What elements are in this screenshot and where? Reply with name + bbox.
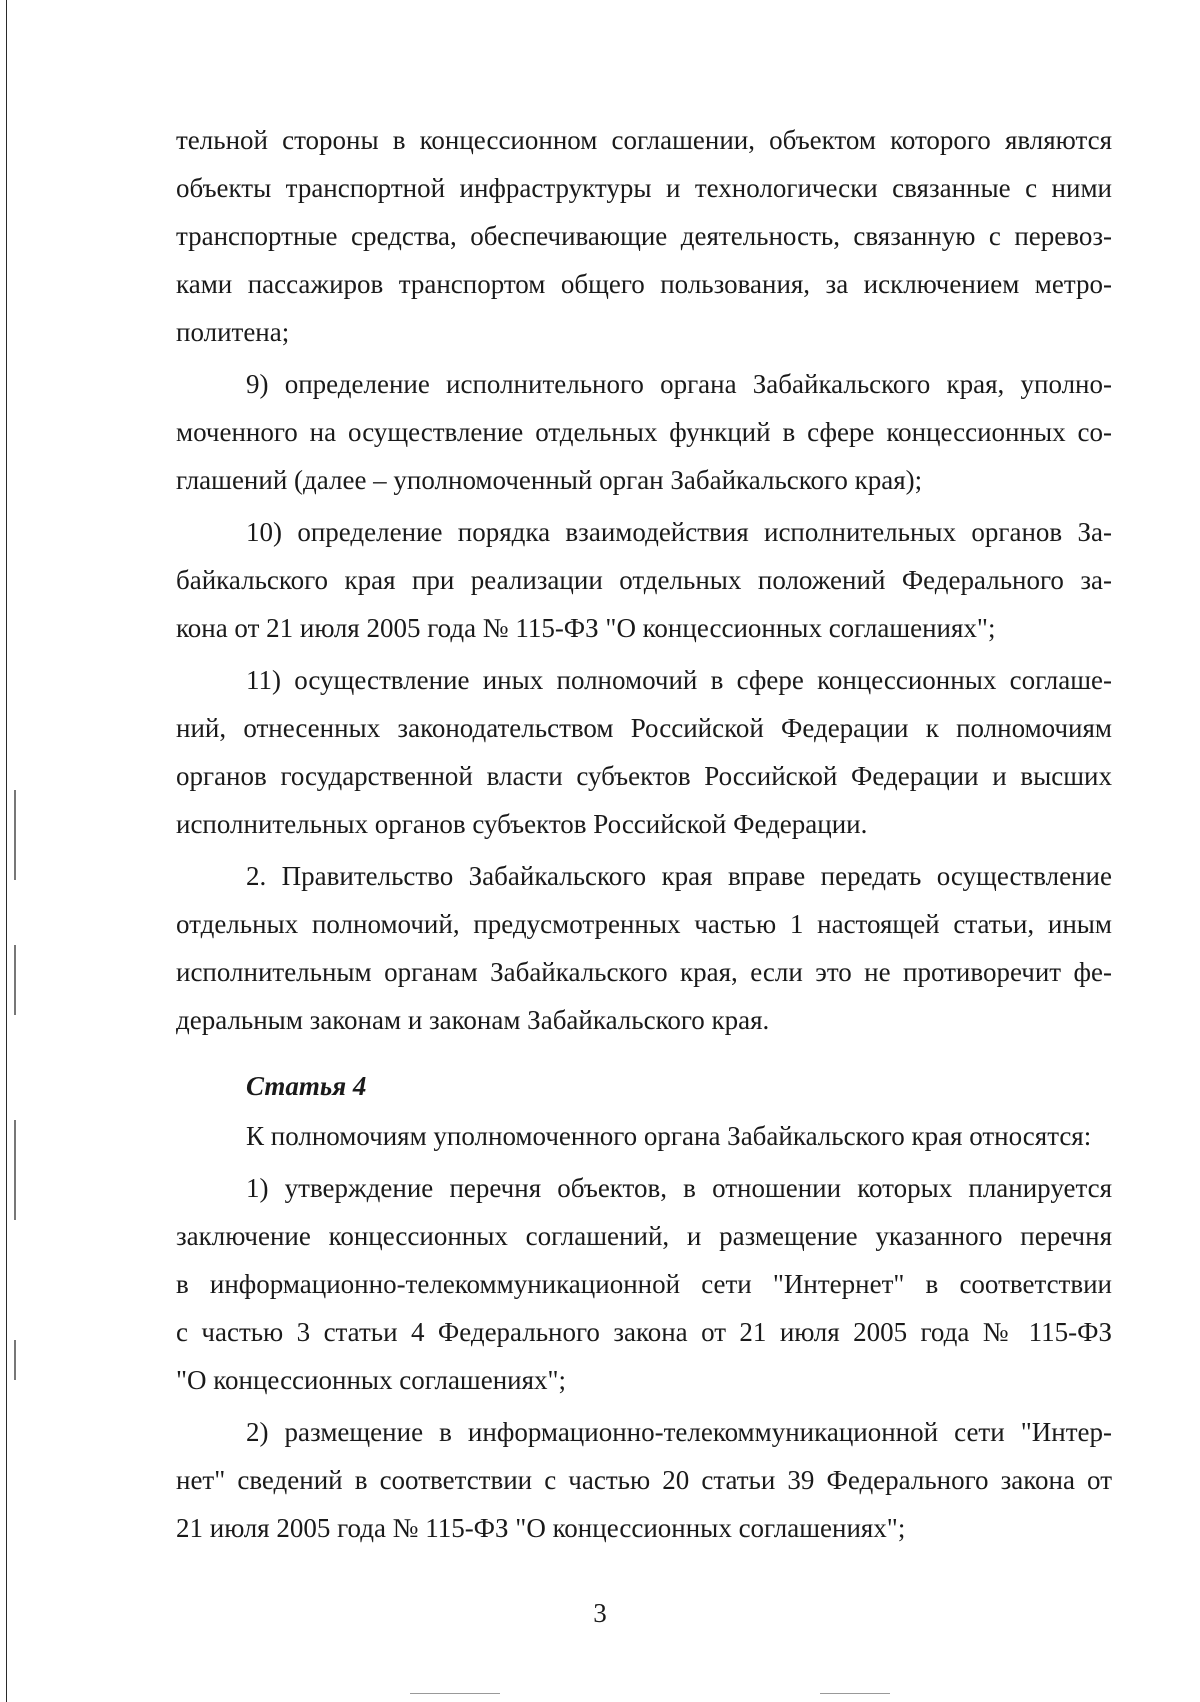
- paragraph: [176, 1164, 1112, 1404]
- text-line: байкальского края при реализации отдельных положений Федерального за-: [176, 565, 1112, 595]
- scan-artifact: [14, 1340, 16, 1380]
- article-3-continuation: [176, 116, 1112, 1048]
- document-body: [176, 116, 1112, 1556]
- paragraph-spacing: [176, 1044, 1112, 1048]
- paragraph: [176, 116, 1112, 356]
- text-line: транспортные средства, обеспечивающие деятельность, связанную с перевоз-: [176, 221, 1112, 251]
- paragraph: [176, 852, 1112, 1044]
- paragraph-spacing: [176, 1552, 1112, 1556]
- scan-artifact: [14, 790, 16, 880]
- text-line: органов государственной власти субъектов Российской Федерации и высших: [176, 761, 1112, 791]
- text-line: объекты транспортной инфраструктуры и технологически связанные с ними: [176, 173, 1112, 203]
- article-heading: Статья 4: [246, 1071, 367, 1101]
- text-line: 2. Правительство Забайкальского края вправе передать осуществление: [246, 861, 1112, 891]
- text-line: кона от 21 июля 2005 года № 115-ФЗ "О концессионных соглашениях";: [176, 613, 996, 643]
- scan-edge-line: [6, 0, 7, 1702]
- text-line: исполнительных органов субъектов Российской Федерации.: [176, 809, 868, 839]
- paragraph: [176, 360, 1112, 504]
- text-line: в информационно-телекоммуникационной сети "Интернет" в соответствии: [176, 1269, 1112, 1299]
- text-line: отдельных полномочий, предусмотренных частью 1 настоящей статьи, иным: [176, 909, 1112, 939]
- paragraph: [176, 508, 1112, 652]
- text-line: деральным законам и законам Забайкальского края.: [176, 1005, 770, 1035]
- text-line: с частью 3 статьи 4 Федерального закона от 21 июля 2005 года № 115-ФЗ: [176, 1317, 1112, 1347]
- paragraph: [176, 656, 1112, 848]
- text-line: К полномочиям уполномоченного органа Забайкальского края относятся:: [246, 1121, 1092, 1151]
- scan-artifact: [410, 1693, 500, 1694]
- paragraph: [176, 1408, 1112, 1552]
- article-4-body: [176, 1112, 1112, 1556]
- text-line: "О концессионных соглашениях";: [176, 1365, 567, 1395]
- text-line: глашений (далее – уполномоченный орган Забайкальского края);: [176, 465, 923, 495]
- text-line: 10) определение порядка взаимодействия исполнительных органов За-: [246, 517, 1112, 547]
- text-line: исполнительным органам Забайкальского края, если это не противоречит фе-: [176, 957, 1112, 987]
- text-line: ний, отнесенных законодательством Российской Федерации к полномочиям: [176, 713, 1112, 743]
- text-line: заключение концессионных соглашений, и размещение указанного перечня: [176, 1221, 1112, 1251]
- scan-artifact: [820, 1693, 890, 1694]
- page-number: 3: [593, 1598, 607, 1628]
- text-line: 2) размещение в информационно-телекоммуникационной сети "Интер-: [246, 1417, 1112, 1447]
- text-line: нет" сведений в соответствии с частью 20 статьи 39 Федерального закона от: [176, 1465, 1112, 1495]
- text-line: моченного на осуществление отдельных функций в сфере концессионных со-: [176, 417, 1112, 447]
- text-line: 21 июля 2005 года № 115-ФЗ "О концессионных соглашениях";: [176, 1513, 906, 1543]
- text-line: политена;: [176, 317, 290, 347]
- text-line: ками пассажиров транспортом общего пользования, за исключением метро-: [176, 269, 1112, 299]
- text-line: 9) определение исполнительного органа Забайкальского края, уполно-: [246, 369, 1112, 399]
- scan-artifact: [14, 945, 16, 1015]
- text-line: 1) утверждение перечня объектов, в отношении которых планируется: [246, 1173, 1112, 1203]
- scan-artifact: [14, 1120, 16, 1220]
- text-line: тельной стороны в концессионном соглашении, объектом которого являются: [176, 125, 1112, 155]
- text-line: 11) осуществление иных полномочий в сфере концессионных соглаше-: [246, 665, 1112, 695]
- paragraph: [176, 1112, 1112, 1160]
